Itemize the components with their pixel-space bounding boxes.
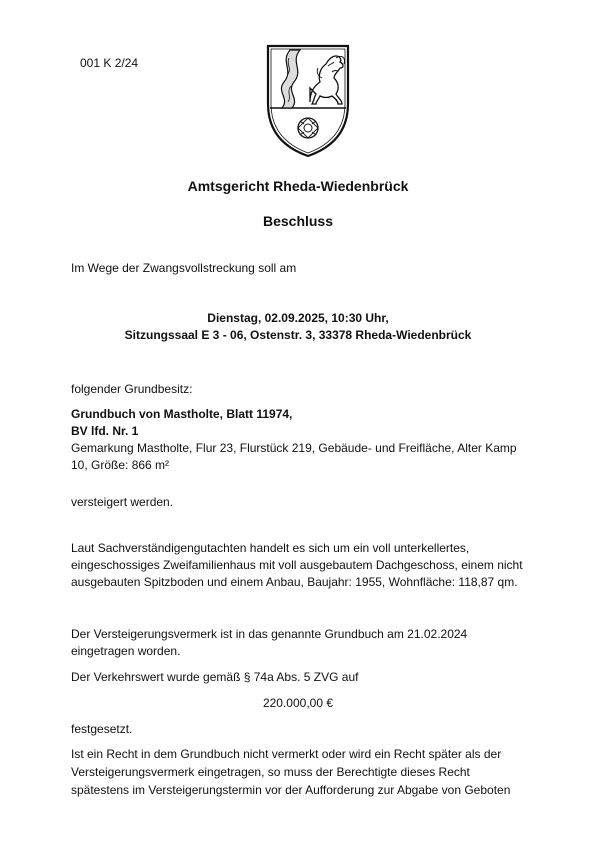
land-register: Grundbuch von Mastholte, Blatt 11974, bbox=[71, 407, 293, 421]
registration-note: Der Versteigerungsvermerk ist in das genannte Grundbuch am 21.02.2024 bbox=[71, 627, 468, 641]
auction-location: Sitzungssaal E 3 - 06, Ostenstr. 3, 33378 Rheda-Wiedenbrück bbox=[124, 328, 472, 342]
property-intro: folgender Grundbesitz: bbox=[71, 382, 193, 396]
appraisal-text: eingeschossiges Zweifamilienhaus mit voll ausgebautem Dachgeschoss, einem nicht bbox=[71, 558, 523, 572]
nrw-coat-of-arms-icon bbox=[258, 42, 358, 160]
rights-notice: Versteigerungsvermerk eingetragen, so muss der Berechtigte dieses Recht bbox=[71, 765, 470, 779]
bv-number: BV lfd. Nr. 1 bbox=[71, 424, 139, 438]
appraisal-text: ausgebauten Spitzboden und einem Anbau, Baujahr: 1955, Wohnfläche: 118,87 qm. bbox=[71, 575, 518, 589]
market-value: 220.000,00 € bbox=[262, 696, 334, 710]
court-name: Amtsgericht Rheda-Wiedenbrück bbox=[187, 178, 409, 194]
rights-notice: spätestens im Versteigerungstermin vor der Aufforderung zur Abgabe von Geboten bbox=[71, 783, 511, 797]
rights-notice: Ist ein Recht in dem Grundbuch nicht vermerkt oder wird ein Recht später als der bbox=[71, 747, 502, 761]
market-value-intro: Der Verkehrswert wurde gemäß § 74a Abs. 5 ZVG auf bbox=[71, 670, 359, 684]
parcel-description: Gemarkung Mastholte, Flur 23, Flurstück 219, Gebäude- und Freifläche, Alter Kamp bbox=[71, 441, 517, 455]
appraisal-text: Laut Sachverständigengutachten handelt es sich um ein voll unterkellertes, bbox=[71, 541, 470, 555]
file-reference: 001 K 2/24 bbox=[80, 56, 139, 70]
parcel-description: 10, Größe: 866 m² bbox=[71, 458, 170, 472]
intro-text: Im Wege der Zwangsvollstreckung soll am bbox=[71, 261, 297, 275]
document-title: Beschluss bbox=[262, 213, 334, 229]
registration-note: eingetragen worden. bbox=[71, 644, 181, 658]
fixed-statement: festgesetzt. bbox=[71, 722, 133, 736]
auction-date: Dienstag, 02.09.2025, 10:30 Uhr, bbox=[207, 311, 389, 325]
auction-statement: versteigert werden. bbox=[71, 495, 174, 509]
